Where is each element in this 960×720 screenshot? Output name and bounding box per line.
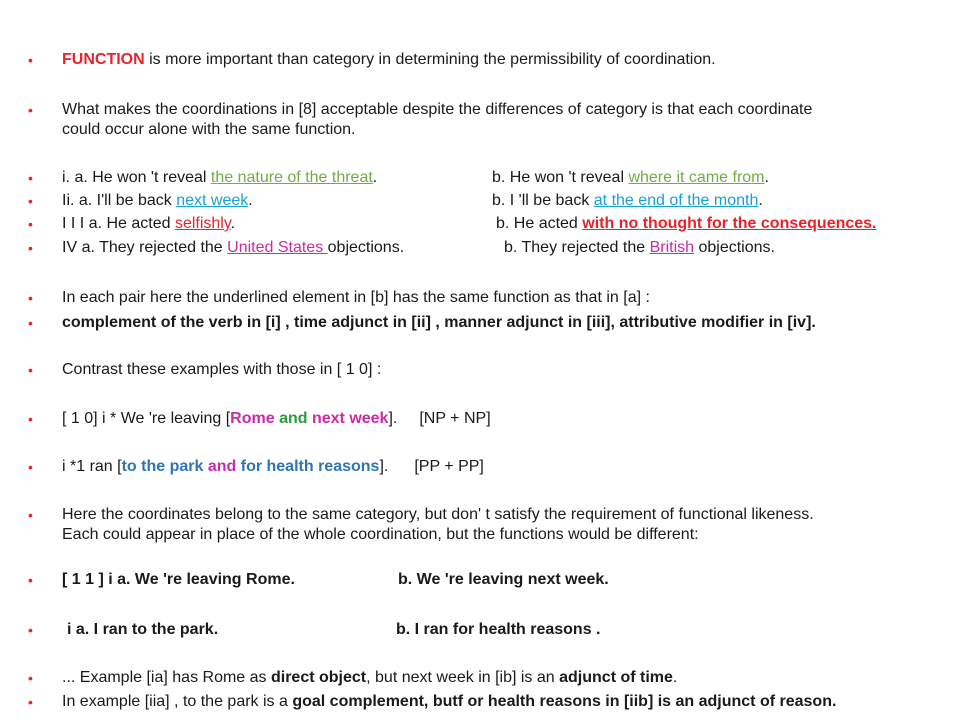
example-ii-a-post: . [248, 192, 253, 209]
example-iv-b-underlined: British [649, 239, 695, 256]
example-iv-a-underlined: United States [227, 239, 328, 256]
ex10-word2: next week [311, 410, 389, 427]
bullet-dot: • [28, 170, 33, 186]
example-iii-b-pre: b. He acted [496, 215, 583, 232]
pair-note-text: In each pair here the underlined element in [b] has the same function as that in [a] : [62, 289, 650, 306]
ex10pp-post: ]. [379, 458, 389, 475]
bullet-dot: • [28, 216, 33, 232]
bullet-contrast [28, 360, 938, 380]
example-i-a-post: . [372, 169, 378, 186]
ia-exp-p3: . [672, 669, 678, 686]
example-iii-b-underlined: with no thought for the consequences. [582, 215, 877, 232]
bullet-dot: • [28, 52, 33, 68]
bullet-example-ii [28, 191, 938, 211]
example-i-b-pre: b. He won 't reveal [492, 169, 629, 186]
example-ii-a-pre: Ii. a. I'll be back [62, 192, 177, 209]
example-ii-b-pre: b. I 'll be back [492, 192, 594, 209]
function-keyword: FUNCTION [62, 51, 145, 68]
explanation-line2: could occur alone with the same function. [62, 121, 356, 138]
same-category-line1: Here the coordinates belong to the same category, but don' t satisfy the requirement of functional likeness. [62, 506, 814, 523]
example-i-a-underlined: the nature of the threat [210, 169, 373, 186]
iia-exp-p1: In example [iia] , to the park is a [62, 693, 293, 710]
ex10pp-phrase1: to the park [121, 458, 204, 475]
bullet-dot: • [28, 670, 33, 686]
bullet-dot: • [28, 240, 33, 256]
bullet-example-i [28, 168, 938, 188]
example-iii-a-underlined: selfishly [174, 215, 231, 232]
bullet-dot: • [28, 572, 33, 588]
ex10-and: and [274, 410, 312, 427]
ia-exp-p1: ... Example [ia] has Rome as [62, 669, 271, 686]
ia-exp-direct-object: direct object [270, 669, 367, 686]
bullet-same-category [28, 505, 938, 545]
ia-exp-adjunct-of-time: adjunct of time [559, 669, 673, 686]
example-ii-a-underlined: next week [176, 192, 249, 209]
function-rest: is more important than category in determining the permissibility of coordination. [144, 51, 716, 68]
ex11ii-a: i a. I ran to the park. [67, 621, 219, 638]
bullet-example-iii [28, 214, 938, 234]
ex10-post: ]. [388, 410, 398, 427]
example-i-b-post: . [764, 169, 769, 186]
ex11ii-b: b. I ran for health reasons . [396, 621, 601, 638]
example-iii-a-pre: I I I a. He acted [62, 215, 175, 232]
ex10-word1: Rome [230, 410, 275, 427]
ex11i-a: [ 1 1 ] i a. We 're leaving Rome. [62, 571, 295, 588]
bullet-dot: • [28, 622, 33, 638]
example-i-b-underlined: where it came from [628, 169, 765, 186]
bullet-function-importance [28, 50, 938, 70]
ex11i-b: b. We 're leaving next week. [398, 571, 609, 588]
example-i-a-pre: i. a. He won 't reveal [62, 169, 211, 186]
bullet-example-10 [28, 409, 938, 429]
explanation-line1: What makes the coordinations in [8] acceptable despite the differences of category is that each coordinate [62, 101, 813, 118]
bullet-dot: • [28, 459, 33, 475]
ex10-pre: [ 1 0] i * We 're leaving [ [62, 410, 231, 427]
example-iii-a-post: . [230, 215, 236, 232]
bullet-pair-note [28, 288, 938, 308]
bullet-dot: • [28, 193, 33, 209]
bullet-function-list [28, 313, 938, 333]
example-ii-b-post: . [758, 192, 763, 209]
bullet-dot: • [28, 507, 33, 523]
bullet-example-11-i [28, 570, 938, 590]
ex10pp-phrase2: for health reasons [240, 458, 380, 475]
same-category-line2: Each could appear in place of the whole coordination, but the functions would be different: [62, 526, 699, 543]
example-iv-b-post: objections. [694, 239, 775, 256]
ex10pp-tag: [PP + PP] [414, 458, 484, 475]
contrast-text: Contrast these examples with those in [ 1 0] : [62, 361, 382, 378]
bullet-dot: • [28, 102, 33, 118]
bullet-dot: • [28, 694, 33, 710]
bullet-dot: • [28, 362, 33, 378]
example-iv-a-pre: IV a. They rejected the [62, 239, 228, 256]
bullet-example-ia-explanation [28, 668, 938, 688]
example-iv-b-pre: b. They rejected the [504, 239, 650, 256]
bullet-dot: • [28, 290, 33, 306]
ex10pp-pre: i *1 ran [ [62, 458, 122, 475]
bullet-dot: • [28, 315, 33, 331]
bullet-example-11-ii [28, 620, 938, 640]
bullet-example-10-pp [28, 457, 938, 477]
bullet-explanation [28, 100, 938, 140]
bullet-dot: • [28, 411, 33, 427]
ex10pp-and: and [203, 458, 241, 475]
ia-exp-p2: , but next week in [ib] is an [366, 669, 560, 686]
bullet-example-iia-explanation [28, 692, 938, 712]
ex10-tag: [NP + NP] [419, 410, 491, 427]
iia-exp-goal-complement: goal complement, butf or health reasons in [iib] is an adjunct of reason. [292, 693, 837, 710]
example-ii-b-underlined: at the end of the month [593, 192, 759, 209]
bullet-example-iv [28, 238, 938, 258]
function-list-text: complement of the verb in [i] , time adjunct in [ii] , manner adjunct in [iii], attributive modifier in [iv]. [62, 314, 816, 331]
example-iv-a-post: objections. [327, 239, 405, 256]
